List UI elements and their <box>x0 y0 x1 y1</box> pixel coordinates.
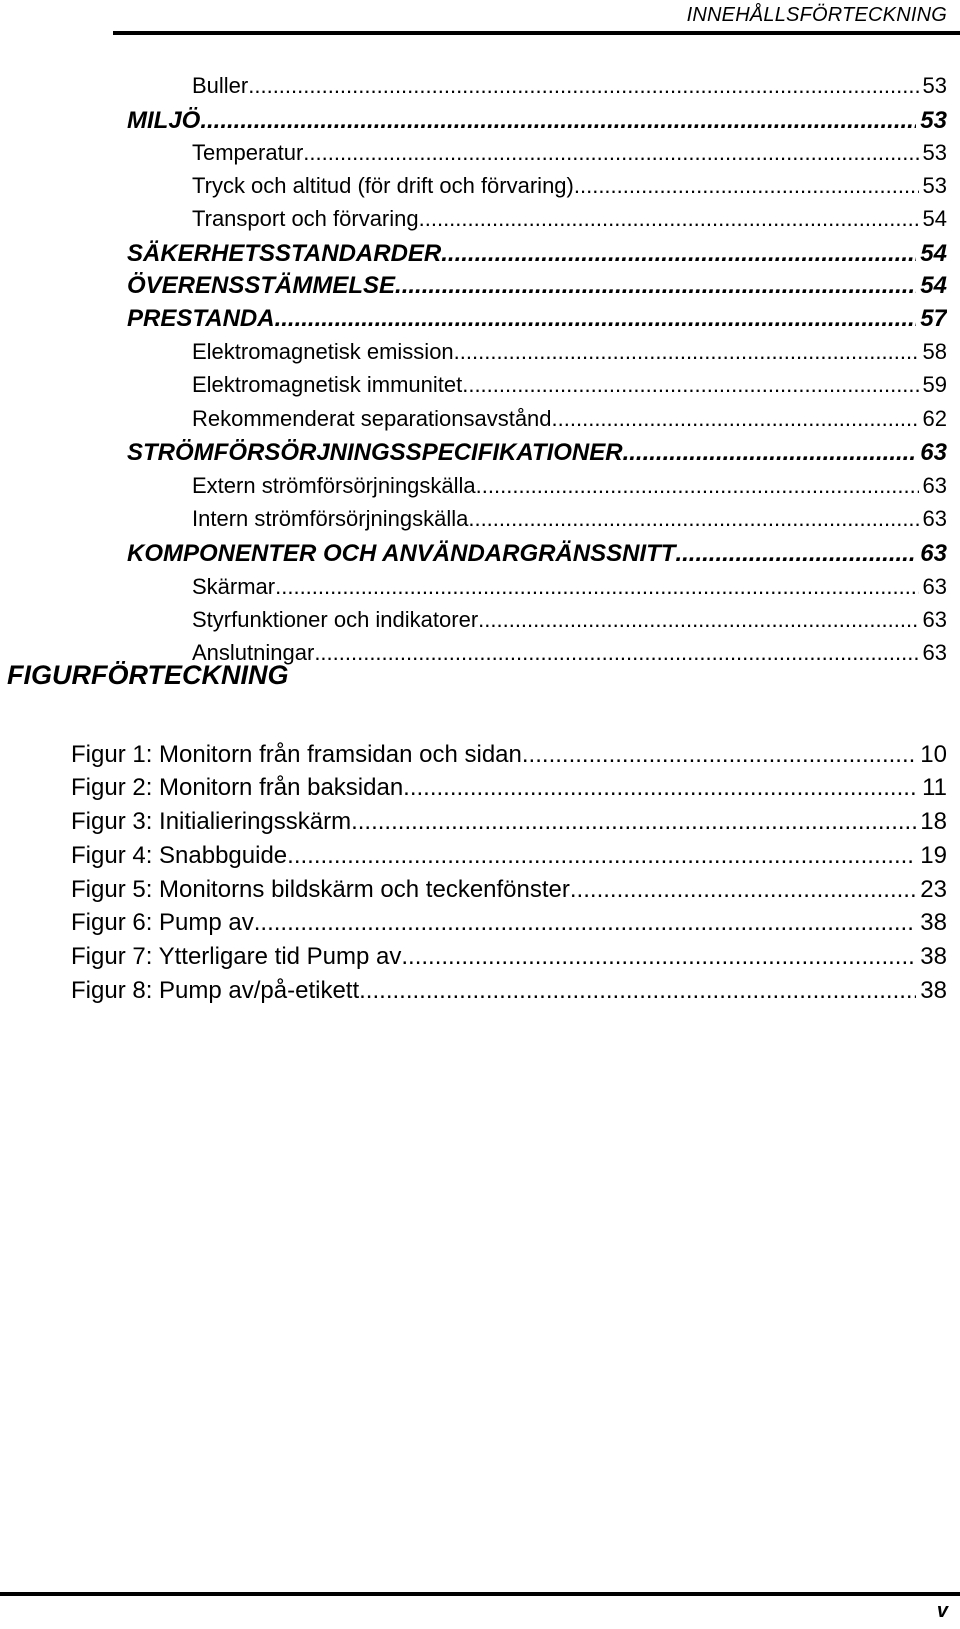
entry-title: Figur 7: Ytterligare tid Pump av <box>71 943 402 970</box>
toc-entry[interactable] <box>192 73 947 107</box>
entry-page-number: 38 <box>920 909 947 936</box>
figure-entry[interactable] <box>71 741 947 775</box>
toc-entry[interactable] <box>127 540 947 574</box>
entry-page-number: 54 <box>920 240 947 267</box>
dot-leader <box>359 977 916 1005</box>
toc-entry[interactable] <box>192 473 947 507</box>
toc-entry[interactable] <box>192 406 947 440</box>
toc-entry[interactable] <box>192 574 947 608</box>
running-header: INNEHÅLLSFÖRTECKNING <box>686 4 947 26</box>
entry-page-number: 53 <box>920 107 947 134</box>
entry-title: Skärmar <box>192 574 276 599</box>
toc-entry[interactable] <box>192 506 947 540</box>
dot-leader <box>570 876 916 904</box>
entry-page-number: 54 <box>920 272 947 299</box>
entry-page-number: 63 <box>920 439 947 466</box>
entry-title: KOMPONENTER OCH ANVÄNDARGRÄNSSNITT <box>127 540 676 567</box>
entry-page-number: 63 <box>920 540 947 567</box>
entry-title: Buller <box>192 73 249 98</box>
dot-leader <box>476 473 919 499</box>
entry-page-number: 57 <box>920 305 947 332</box>
entry-page-number: 63 <box>922 473 947 498</box>
header-rule <box>113 31 960 35</box>
entry-page-number: 59 <box>922 372 947 397</box>
entry-page-number: 38 <box>920 943 947 970</box>
dot-leader <box>462 372 918 398</box>
entry-title: Rekommenderat separationsavstånd <box>192 406 552 431</box>
entry-page-number: 19 <box>920 842 947 869</box>
figure-entry[interactable] <box>71 808 947 842</box>
figure-entry[interactable] <box>71 774 947 808</box>
entry-title: Styrfunktioner och indikatorer <box>192 607 479 632</box>
entry-title: Intern strömförsörjningskälla <box>192 506 469 531</box>
dot-leader <box>275 574 918 600</box>
dot-leader <box>303 140 918 166</box>
dot-leader <box>675 540 916 568</box>
entry-title: PRESTANDA <box>127 305 275 332</box>
figures-heading: FIGURFÖRTECKNING <box>7 660 289 690</box>
entry-page-number: 23 <box>920 876 947 903</box>
entry-page-number: 54 <box>922 206 947 231</box>
toc-entry[interactable] <box>192 640 947 674</box>
figure-entry[interactable] <box>71 943 947 977</box>
entry-page-number: 53 <box>922 173 947 198</box>
entry-title: Figur 3: Initialieringsskärm <box>71 808 352 835</box>
toc-entry[interactable] <box>192 173 947 207</box>
footer-rule <box>0 1592 960 1596</box>
toc-entry[interactable] <box>127 107 947 141</box>
entry-page-number: 38 <box>920 977 947 1004</box>
entry-page-number: 58 <box>922 339 947 364</box>
dot-leader <box>287 842 916 870</box>
dot-leader <box>351 808 916 836</box>
toc-entry[interactable] <box>192 339 947 373</box>
toc-entry[interactable] <box>192 206 947 240</box>
toc-entry[interactable] <box>127 272 947 306</box>
dot-leader <box>401 943 916 971</box>
entry-title: Figur 2: Monitorn från baksidan <box>71 774 404 801</box>
entry-title: Anslutningar <box>192 640 315 665</box>
dot-leader <box>254 909 917 937</box>
entry-page-number: 18 <box>920 808 947 835</box>
entry-title: Extern strömförsörjningskälla <box>192 473 476 498</box>
dot-leader <box>574 173 919 199</box>
entry-title: Elektromagnetisk emission <box>192 339 454 364</box>
dot-leader <box>468 506 918 532</box>
toc-entry[interactable] <box>127 305 947 339</box>
entry-page-number: 63 <box>922 574 947 599</box>
dot-leader <box>522 741 916 769</box>
toc-entry[interactable] <box>192 607 947 641</box>
entry-page-number: 10 <box>920 741 947 768</box>
entry-title: Tryck och altitud (för drift och förvaring) <box>192 173 574 198</box>
entry-title: Transport och förvaring <box>192 206 419 231</box>
page-number: v <box>936 1600 948 1622</box>
toc-entry[interactable] <box>127 439 947 473</box>
figure-entry[interactable] <box>71 909 947 943</box>
entry-title: Elektromagnetisk immunitet <box>192 372 463 397</box>
dot-leader <box>552 406 919 432</box>
dot-leader <box>478 607 918 633</box>
figure-entry[interactable] <box>71 876 947 910</box>
dot-leader <box>403 774 918 802</box>
entry-page-number: 11 <box>922 774 947 801</box>
entry-title: Figur 5: Monitorns bildskärm och teckenfönster <box>71 876 570 903</box>
entry-page-number: 62 <box>922 406 947 431</box>
entry-page-number: 63 <box>922 640 947 665</box>
entry-title: SÄKERHETSSTANDARDER <box>127 240 442 267</box>
figure-entry[interactable] <box>71 842 947 876</box>
dot-leader <box>419 206 919 232</box>
toc-entry[interactable] <box>127 240 947 274</box>
entry-title: Figur 8: Pump av/på-etikett <box>71 977 360 1004</box>
dot-leader <box>200 107 916 135</box>
entry-title: STRÖMFÖRSÖRJNINGSSPECIFIKATIONER <box>127 439 623 466</box>
dot-leader <box>248 73 918 99</box>
entry-page-number: 63 <box>922 607 947 632</box>
dot-leader <box>623 439 917 467</box>
toc-entry[interactable] <box>192 140 947 174</box>
entry-page-number: 53 <box>922 140 947 165</box>
dot-leader <box>275 305 917 333</box>
figure-entry[interactable] <box>71 977 947 1011</box>
entry-title: Temperatur <box>192 140 304 165</box>
entry-page-number: 63 <box>922 506 947 531</box>
toc-entry[interactable] <box>192 372 947 406</box>
dot-leader <box>441 240 916 268</box>
entry-title: Figur 1: Monitorn från framsidan och sidan <box>71 741 522 768</box>
entry-title: Figur 4: Snabbguide <box>71 842 288 869</box>
dot-leader <box>395 272 916 300</box>
entry-page-number: 53 <box>922 73 947 98</box>
dot-leader <box>454 339 919 365</box>
dot-leader <box>314 640 918 666</box>
entry-title: MILJÖ <box>127 107 201 134</box>
entry-title: Figur 6: Pump av <box>71 909 254 936</box>
entry-title: ÖVERENSSTÄMMELSE <box>127 272 396 299</box>
